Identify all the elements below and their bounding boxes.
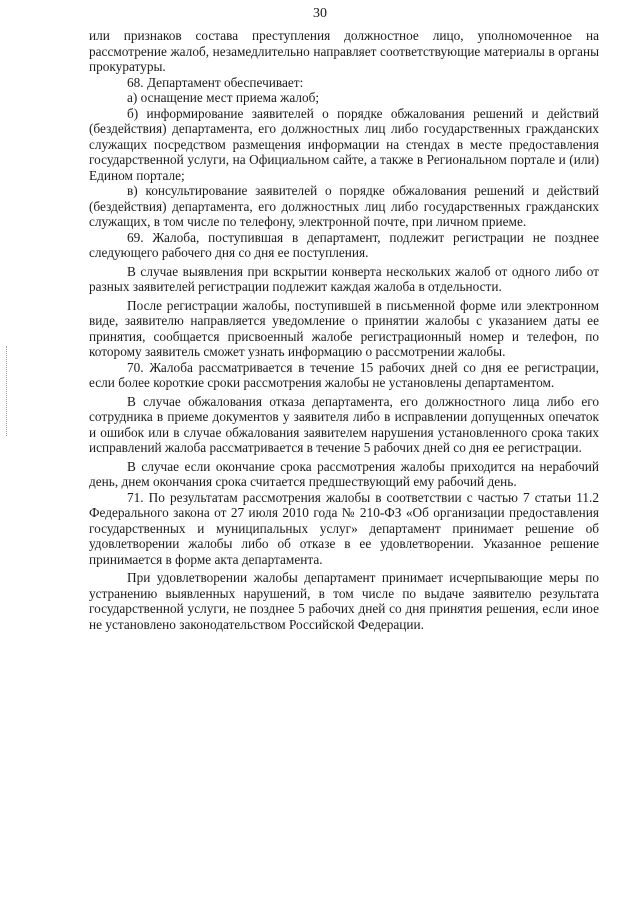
page-number: 30 (313, 6, 327, 21)
paragraph-71: 71. По результатам рассмотрения жалобы в соответствии с частью 7 статьи 11.2 Федерального закона от 27 июля 2010 года № 210-ФЗ «Об организации предоставления государственных и муниципальных услуг» департамент принимает решение об удовлетворении жалобы либо об отказе в ее удовлетворении. Указанное решение принимается в форме акта департамента. (89, 489, 599, 567)
paragraph-70-nonworking-day: В случае если окончание срока рассмотрения жалобы приходится на нерабочий день, днем окончания срока считается предшествующий ему рабочий день. (89, 458, 599, 489)
paragraph-69: 69. Жалоба, поступившая в департамент, подлежит регистрации не позднее следующего рабочего дня со дня ее поступления. (89, 229, 599, 260)
document-body (89, 28, 599, 632)
paragraph-68-b: б) информирование заявителей о порядке обжалования решений и действий (бездействия) департамента, его должностных лиц либо государственных гражданских служащих посредством размещения информации на стендах в месте предоставления государственной услуги, на Официальном сайте, а также в Региональном портале и (или) Едином портале; (89, 105, 599, 183)
paragraph-continuation: или признаков состава преступления должностное лицо, уполномоченное на рассмотрение жалоб, незамедлительно направляет соответствующие материалы в органы прокуратуры. (89, 28, 599, 74)
paragraph-69-notification: После регистрации жалобы, поступившей в письменной форме или электронном виде, заявителю направляется уведомление о принятии жалобы с указанием даты ее принятия, сообщается присвоенный жалобе регистрационный номер и телефон, по которому заявитель сможет узнать информацию о рассмотрении жалобы. (89, 297, 599, 359)
paragraph-70: 70. Жалоба рассматривается в течение 15 рабочих дней со дня ее регистрации, если более короткие сроки рассмотрения жалобы не установлены департаментом. (89, 359, 599, 390)
paragraph-68-a: а) оснащение мест приема жалоб; (127, 90, 320, 105)
paragraph-70-refusal: В случае обжалования отказа департамента, его должностного лица либо его сотрудника в приеме документов у заявителя либо в исправлении допущенных опечаток и ошибок или в случае обжалования заявителем нарушения установленного срока таких исправлений жалоба рассматривается в течение 5 рабочих дней со дня ее регистрации. (89, 393, 599, 455)
paragraph-71-satisfaction: При удовлетворении жалобы департамент принимает исчерпывающие меры по устранению выявленных нарушений, в том числе по выдаче заявителю результата государственной услуги, не позднее 5 рабочих дней со дня принятия решения, если иное не установлено законодательством Российской Федерации. (89, 570, 599, 632)
paragraph-68-c: в) консультирование заявителей о порядке обжалования решений и действий (бездействия) департамента, его должностных лиц либо государственных гражданских служащих, в том числе по телефону, электронной почте, при личном приеме. (89, 183, 599, 229)
paragraph-68-heading: 68. Департамент обеспечивает: (127, 74, 304, 90)
margin-scan-mark (6, 346, 8, 436)
paragraph-69-envelope: В случае выявления при вскрытии конверта нескольких жалоб от одного либо от разных заявителей регистрации подлежит каждая жалоба в отдельности. (89, 263, 599, 294)
